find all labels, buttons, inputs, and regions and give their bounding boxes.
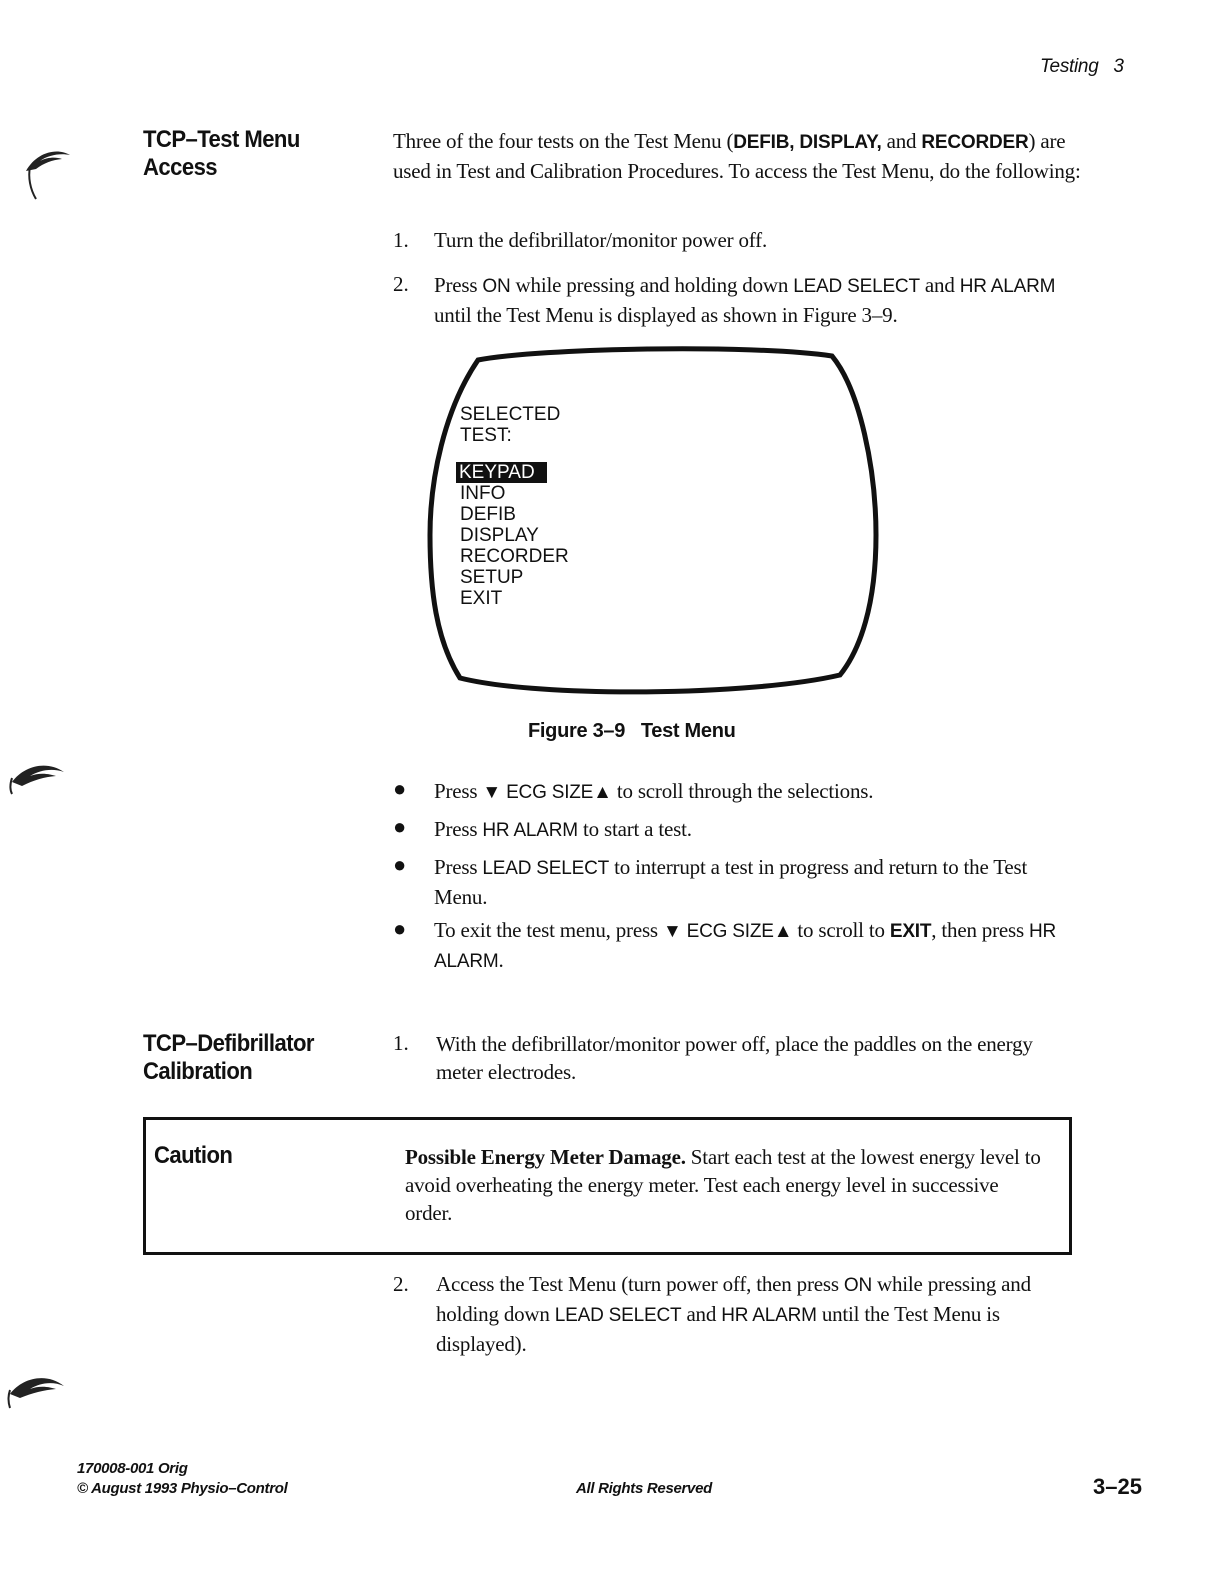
footer-copyright: © August 1993 Physio–Control xyxy=(77,1480,288,1497)
feather-mark-icon xyxy=(6,756,68,806)
footer-rights: All Rights Reserved xyxy=(576,1480,713,1497)
intro-paragraph: Three of the four tests on the Test Menu (DEFIB, DISPLAY, and RECORDER) are used in Test and Calibration Procedures. To access the Test Menu, do the following: xyxy=(393,129,1081,183)
keyword: ECG SIZE xyxy=(686,921,774,942)
caution-text: Possible Energy Meter Damage. Start each test at the lowest energy level to avoid overheating the energy meter. Test each energy level in successive order. xyxy=(405,1145,1041,1225)
section-heading-test-menu-access xyxy=(143,126,300,182)
heading-line: TCP–Defibrillator xyxy=(143,1030,314,1057)
test-menu-list xyxy=(460,462,569,609)
heading-line: TCP–Test Menu xyxy=(143,126,300,153)
bullet-item: Press ▼ ECG SIZE▲ to scroll through the selections. xyxy=(434,779,874,803)
keyword: LEAD SELECT xyxy=(554,1305,682,1326)
menu-item-setup: SETUP xyxy=(460,567,524,588)
feather-mark-icon xyxy=(4,1368,68,1416)
figure-caption: Figure 3–9 Test Menu xyxy=(528,720,736,742)
step-number: 2. xyxy=(393,272,409,296)
section-heading-defib-calibration xyxy=(143,1030,314,1086)
menu-item-exit: EXIT xyxy=(460,588,503,609)
step-number: 2. xyxy=(393,1272,409,1296)
keyword: ECG SIZE xyxy=(506,782,594,803)
caution-label: Caution xyxy=(154,1142,233,1169)
step-text: Access the Test Menu (turn power off, then press ON while pressing and holding down LEAD SELECT and HR ALARM until the Test Menu is displayed). xyxy=(436,1272,1031,1356)
footer-doc-number: 170008-001 Orig xyxy=(77,1460,188,1477)
keyword: ON xyxy=(482,276,511,297)
bullet-icon: ● xyxy=(393,916,407,941)
page-number: 3–25 xyxy=(1093,1474,1142,1499)
up-arrow-icon: ▲ xyxy=(773,921,793,942)
keyword: HR ALARM xyxy=(959,276,1056,297)
keyword: HR ALARM xyxy=(721,1305,817,1326)
screen-title: SELECTED TEST: xyxy=(460,404,561,446)
menu-item-recorder: RECORDER xyxy=(460,546,569,567)
bullet-item: Press LEAD SELECT to interrupt a test in progress and return to the Test Menu. xyxy=(434,855,1028,909)
bullet-icon: ● xyxy=(393,852,407,877)
down-arrow-icon: ▼ xyxy=(482,782,507,803)
menu-item-defib: DEFIB xyxy=(460,504,516,525)
heading-line: Calibration xyxy=(143,1058,253,1085)
keyword: DEFIB, DISPLAY, xyxy=(733,132,882,153)
header-chapter: 3 xyxy=(1113,56,1124,77)
keyword: HR ALARM xyxy=(434,921,1057,972)
keyword: ON xyxy=(843,1275,872,1296)
bullet-icon: ● xyxy=(393,814,407,839)
header-section: Testing xyxy=(1040,56,1099,77)
menu-item-info: INFO xyxy=(460,483,506,504)
step-number: 1. xyxy=(393,228,409,252)
bullet-item: To exit the test menu, press ▼ ECG SIZE▲ to scroll to EXIT, then press HR ALARM. xyxy=(434,918,1057,972)
down-arrow-icon: ▼ xyxy=(662,921,687,942)
heading-line: Access xyxy=(143,154,218,181)
menu-item-display: DISPLAY xyxy=(460,525,539,546)
menu-item-keypad xyxy=(460,462,569,483)
selected-highlight: KEYPAD xyxy=(456,462,547,483)
step-text: With the defibrillator/monitor power off, place the paddles on the energy meter electrodes. xyxy=(436,1032,1033,1084)
running-header xyxy=(1040,56,1124,78)
keyword: LEAD SELECT xyxy=(482,858,610,879)
keyword: EXIT xyxy=(889,921,932,942)
up-arrow-icon: ▲ xyxy=(593,782,612,803)
keyword: RECORDER xyxy=(921,132,1029,153)
bullet-icon: ● xyxy=(393,776,407,801)
keyword: HR ALARM xyxy=(482,820,578,841)
bullet-item: Press HR ALARM to start a test. xyxy=(434,817,692,841)
feather-mark-icon xyxy=(22,143,74,203)
step-number: 1. xyxy=(393,1031,409,1055)
step-text: Press ON while pressing and holding down LEAD SELECT and HR ALARM until the Test Menu is displayed as shown in Figure 3–9. xyxy=(434,273,1056,327)
step-text: Turn the defibrillator/monitor power off. xyxy=(434,228,767,252)
keyword: LEAD SELECT xyxy=(793,276,920,297)
